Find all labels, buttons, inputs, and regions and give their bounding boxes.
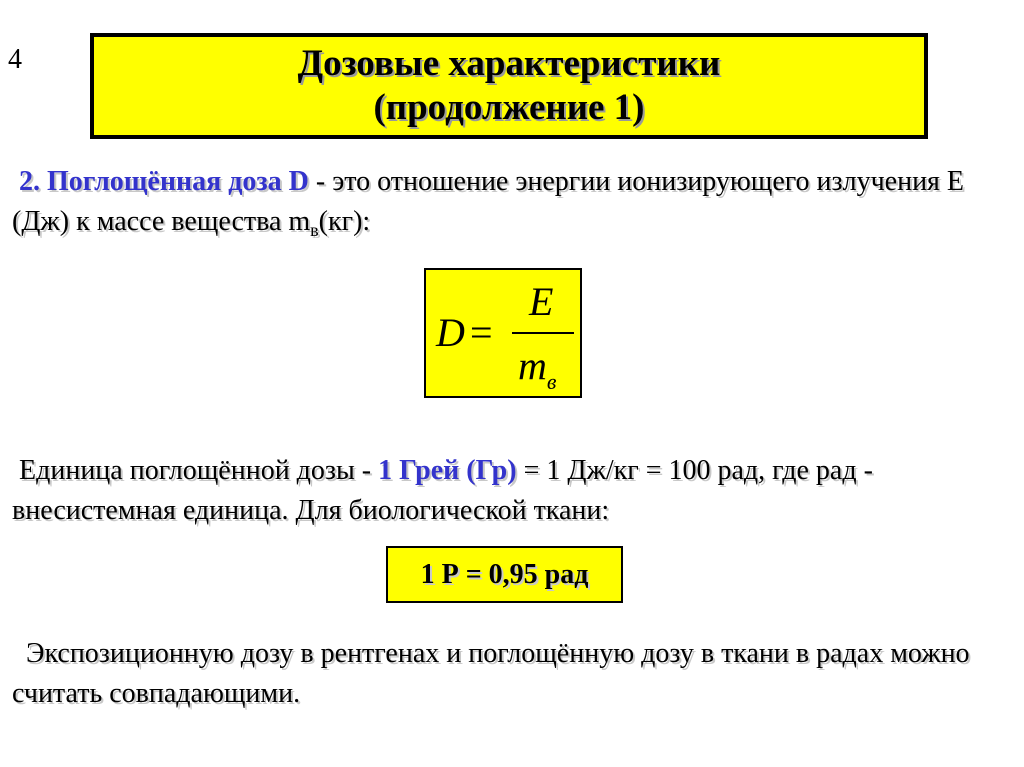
slide-number: 4 — [8, 44, 22, 75]
formula-lhs: D — [436, 310, 465, 355]
fraction-line — [512, 332, 574, 334]
title-line-1: Дозовые характеристики — [297, 43, 721, 84]
relation-text: 1 Р = 0,95 рад — [420, 558, 589, 590]
title-box — [90, 33, 928, 139]
formula-denominator-m: m — [518, 343, 547, 388]
formula-denominator-sub: в — [546, 369, 557, 394]
definition-term: 2. Поглощённая доза D — [19, 166, 309, 197]
conclusion-paragraph — [12, 634, 1012, 714]
formula-numerator: E — [529, 279, 554, 324]
mass-subscript: в — [310, 220, 319, 240]
title-line-2: (продолжение 1) — [373, 87, 645, 128]
unit-text-before: Единица поглощённой дозы - — [19, 455, 379, 486]
relation-box — [386, 546, 623, 603]
unit-text-after: = 1 Дж/кг = 100 рад, где рад - внесистемная единица. Для биологической ткани: — [12, 455, 873, 526]
formula-box — [424, 268, 582, 398]
unit-paragraph — [12, 451, 1012, 531]
unit-highlight: 1 Грей (Гр) — [378, 455, 517, 486]
conclusion-text: Экспозиционную дозу в рентгенах и поглощённую дозу в ткани в радах можно считать совпадающими. — [12, 638, 970, 709]
formula-denominator — [518, 342, 556, 395]
formula-equals: = — [470, 310, 493, 355]
definition-text-end: (кг): — [318, 206, 371, 237]
definition-text: - это отношение энергии ионизирующего излучения Е (Дж) к массе вещества m — [12, 166, 965, 237]
definition-paragraph — [12, 162, 1012, 250]
